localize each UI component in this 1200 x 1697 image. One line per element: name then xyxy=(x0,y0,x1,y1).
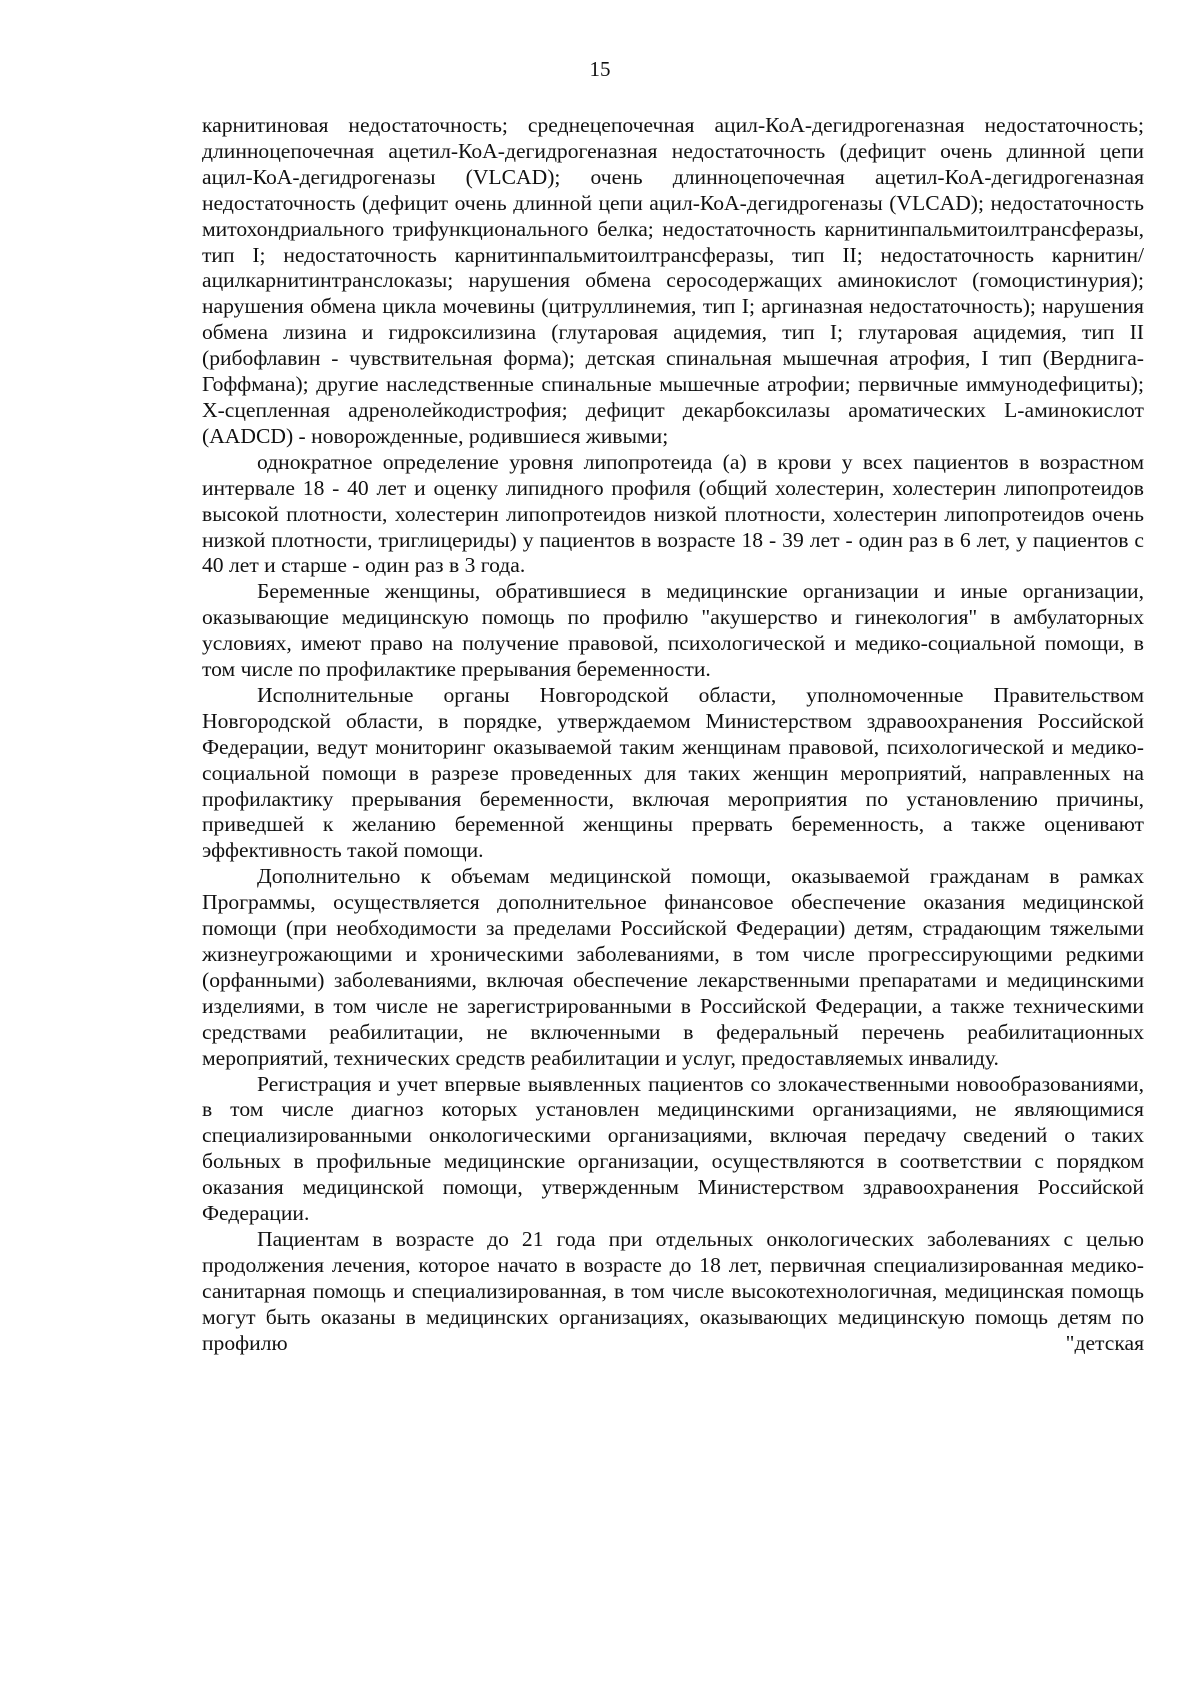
paragraph-lipoprotein-testing: однократное определение уровня липопротеида (а) в крови у всех пациентов в возрастном интервале 18 - 40 лет и оценку липидного профиля (общий холестерин, холестерин липопротеидов высокой плотности, холестерин липопротеидов низкой плотности, холестерин липопротеидов очень низкой плотности, триглицериды) у пациентов в возрасте 18 - 39 лет - один раз в 6 лет, у пациентов с 40 лет и старше - один раз в 3 года. xyxy=(202,449,1144,578)
paragraph-cancer-registration: Регистрация и учет впервые выявленных пациентов со злокачественными новообразованиями, в том числе диагноз которых установлен медицинскими организациями, не являющимися специализированными онкологическими организациями, включая передачу сведений о таких больных в профильные медицинские организации, осуществляются в соответствии с порядком оказания медицинской помощи, утвержденным Министерством здравоохранения Российской Федерации. xyxy=(202,1071,1144,1226)
paragraph-screening-list-continuation: карнитиновая недостаточность; среднецепочечная ацил-КоА-дегидрогеназная недостаточность; длинноцепочечная ацетил-КоА-дегидрогеназная недостаточность (дефицит очень длинной цепи ацил-КоА-дегидрогеназы (VLCAD); очень длинноцепочечная ацетил-КоА-дегидрогеназная недостаточность (дефицит очень длинной цепи ацил-КоА-дегидрогеназы (VLCAD); недостаточность митохондриального трифункционального белка; недостаточность карнитинпальмитоилтрансферазы, тип I; недостаточность карнитинпальмитоилтрансферазы, тип II; недостаточность карнитин/ацилкарнитинтранслоказы; нарушения обмена серосодержащих аминокислот (гомоцистинурия); нарушения обмена цикла мочевины (цитруллинемия, тип I; аргиназная недостаточность); нарушения обмена лизина и гидроксилизина (глутаровая ацидемия, тип I; глутаровая ацидемия, тип II (рибофлавин - чувствительная форма); детская спинальная мышечная атрофия, I тип (Верднига-Гоффмана); другие наследственные спинальные мышечные атрофии; первичные иммунодефициты); Х-сцепленная адренолейкодистрофия; дефицит декарбоксилазы ароматических L-аминокислот (AADCD) - новорожденные, родившиеся живыми; xyxy=(202,113,1144,448)
paragraph-monitoring: Исполнительные органы Новгородской области, уполномоченные Правительством Новгородской области, в порядке, утверждаемом Министерством здравоохранения Российской Федерации, ведут мониторинг оказываемой таким женщинам правовой, психологической и медико-социальной помощи в разрезе проведенных для таких женщин мероприятий, направленных на профилактику прерывания беременности, включая мероприятия по установлению причины, приведшей к желанию беременной женщины прервать беременность, а также оценивают эффективность такой помощи. xyxy=(202,682,1144,863)
paragraph-additional-funding: Дополнительно к объемам медицинской помощи, оказываемой гражданам в рамках Программы, осуществляется дополнительное финансовое обеспечение оказания медицинской помощи (при необходимости за пределами Российской Федерации) детям, страдающим тяжелыми жизнеугрожающими и хроническими заболеваниями, в том числе прогрессирующими редкими (орфанными) заболеваниями, включая обеспечение лекарственными препаратами и медицинскими изделиями, в том числе не зарегистрированными в Российской Федерации, а также техническими средствами реабилитации, не включенными в федеральный перечень реабилитационных мероприятий, технических средств реабилитации и услуг, предоставляемых инвалиду. xyxy=(202,864,1144,1070)
paragraph-pregnant-women-support: Беременные женщины, обратившиеся в медицинские организации и иные организации, оказывающие медицинскую помощь по профилю "акушерство и гинекология" в амбулаторных условиях, имеют право на получение правовой, психологической и медико-социальной помощи, в том числе по профилактике прерывания беременности. xyxy=(202,579,1144,682)
paragraph-oncology-under-21: Пациентам в возрасте до 21 года при отдельных онкологических заболеваниях с целью продолжения лечения, которое начато в возрасте до 18 лет, первичная специализированная медико-санитарная помощь и специализированная, в том числе высокотехнологичная, медицинская помощь могут быть оказаны в медицинских организациях, оказывающих медицинскую помощь детям по профилю "детская xyxy=(202,1226,1144,1355)
document-body xyxy=(202,113,1144,1357)
page-number: 15 xyxy=(589,57,611,81)
